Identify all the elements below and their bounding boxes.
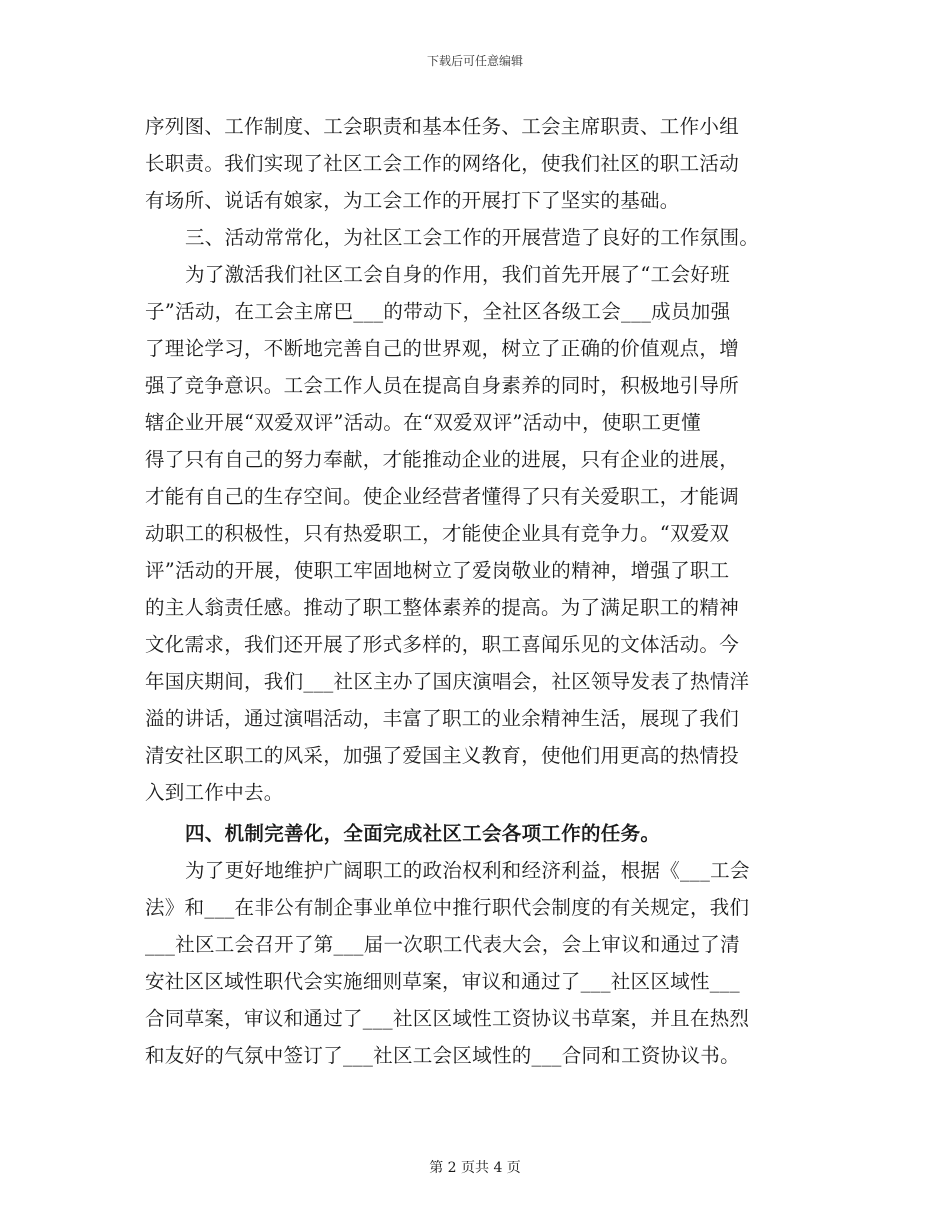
page-header: 下载后可任意编辑 [426,54,523,68]
text-line: 和友好的气氛中签订了___社区工会区域性的___合同和工资协议书。 [145,1044,740,1067]
text-line: 辖企业开展“双爱双评”活动。在“双爱双评”活动中，使职工更懂 [145,411,701,434]
text-line: 强了竞争意识。工会工作人员在提高自身素养的同时，积极地引导所 [145,374,740,397]
section-heading-3: 三、活动常常化，为社区工会工作的开展营造了良好的工作氛围。 [185,226,760,249]
text-line: 才能有自己的生存空间。使企业经营者懂得了只有关爱职工，才能调 [145,485,740,508]
text-line: 有场所、说话有娘家，为工会工作的开展打下了坚实的基础。 [145,189,680,212]
text-line: ___社区工会召开了第___届一次职工代表大会，会上审议和通过了清 [145,933,740,956]
section-heading-4: 四、机制完善化，全面完成社区工会各项工作的任务。 [185,822,661,845]
document-body [145,108,810,1074]
text-line: 子”活动，在工会主席巴___的带动下，全社区各级工会___成员加强 [145,300,731,323]
text-line: 序列图、工作制度、工会职责和基本任务、工会主席职责、工作小组 [145,115,740,138]
page-footer: 第 2 页共 4 页 [429,1160,521,1176]
text-line: 得了只有自己的努力奉献，才能推动企业的进展，只有企业的进展， [145,448,740,471]
text-line: 为了更好地维护广阔职工的政治权利和经济利益，根据《___工会 [185,859,750,882]
text-line: 入到工作中去。 [145,781,284,804]
text-line: 为了激活我们社区工会自身的作用，我们首先开展了“工会好班 [185,263,730,286]
text-line: 合同草案，审议和通过了___社区区域性工资协议书草案，并且在热烈 [145,1007,750,1030]
text-line: 动职工的积极性，只有热爱职工，才能使企业具有竞争力。“双爱双 [145,522,730,545]
text-line: 溢的讲话，通过演唱活动，丰富了职工的业余精神生活，展现了我们 [145,707,740,730]
text-line: 法》和___在非公有制企事业单位中推行职代会制度的有关规定，我们 [145,896,750,919]
text-line: 长职责。我们实现了社区工会工作的网络化，使我们社区的职工活动 [145,152,740,175]
text-line: 年国庆期间，我们___社区主办了国庆演唱会，社区领导发表了热情洋 [145,670,750,693]
text-line: 安社区区域性职代会实施细则草案，审议和通过了___社区区域性___ [145,970,740,993]
text-line: 评”活动的开展，使职工牢固地树立了爱岗敬业的精神，增强了职工 [145,559,730,582]
text-line: 文化需求，我们还开展了形式多样的，职工喜闻乐见的文体活动。今 [145,633,740,656]
text-line: 了理论学习，不断地完善自己的世界观，树立了正确的价值观点，增 [145,337,740,360]
text-line: 清安社区职工的风采，加强了爱国主义教育，使他们用更高的热情投 [145,744,740,767]
text-line: 的主人翁责任感。推动了职工整体素养的提高。为了满足职工的精神 [145,596,740,619]
